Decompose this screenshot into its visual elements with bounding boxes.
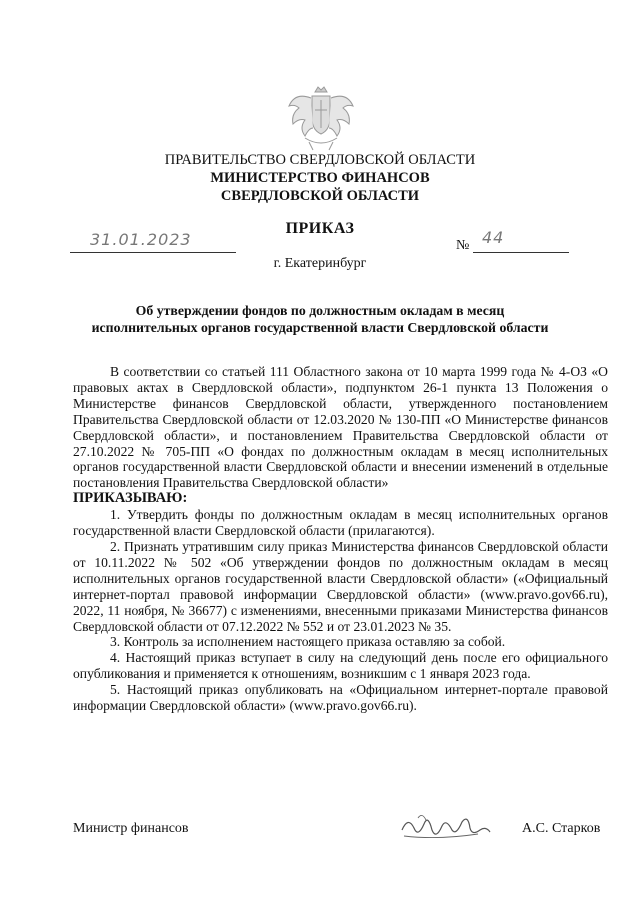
- ministry-name-line1: МИНИСТЕРСТВО ФИНАНСОВ: [210, 170, 430, 186]
- government-name: ПРАВИТЕЛЬСТВО СВЕРДЛОВСКОЙ ОБЛАСТИ: [164, 152, 476, 168]
- document-title-line2: исполнительных органов государственной власти Свердловской области: [91, 320, 549, 335]
- document-title-line1: Об утверждении фондов по должностным окладам в месяц: [135, 303, 505, 318]
- order-word: ПРИКАЗЫВАЮ:: [73, 490, 188, 507]
- signatory-position: Министр финансов: [73, 821, 189, 836]
- document-type: ПРИКАЗ: [285, 220, 355, 237]
- document-body: [73, 364, 608, 714]
- order-item: 4. Настоящий приказ вступает в силу на следующий день после его официального опубликования и применяется к отношениям, возникшим с 1 января 2023 года.: [73, 650, 608, 682]
- order-item: 5. Настоящий приказ опубликовать на «Официальном интернет-портале правовой информации Свердловской области» (www.pravo.gov66.ru).: [73, 682, 608, 714]
- city: г. Екатеринбург: [273, 256, 367, 271]
- document-date: 31.01.2023: [90, 230, 192, 249]
- coat-of-arms-emblem: [285, 84, 357, 152]
- number-underline: [473, 252, 569, 253]
- preamble: В соответствии со статьей 111 Областного закона от 10 марта 1999 года № 4-ОЗ «О правовых актах в Свердловской области», подпунктом 26-1 пункта 13 Положения о Министерстве финансов Свердловской области, утвержденного постановлением Правительства Свердловской области от 12.03.2020 № 130-ПП «О Министерстве финансов Свердловской области», и постановлением Правительства Свердловской области от 27.10.2022 № 705-ПП «О фондах по должностным окладам в месяц исполнительных органов государственной власти Свердловской области и внесении изменений в отдельные постановления Правительства Свердловской области»: [73, 364, 608, 491]
- number-label: №: [456, 238, 470, 253]
- date-underline: [70, 252, 236, 253]
- order-item: 3. Контроль за исполнением настоящего приказа оставляю за собой.: [110, 634, 506, 650]
- order-item: 2. Признать утратившим силу приказ Министерства финансов Свердловской области от 10.11.2022 № 502 «Об утверждении фондов по должностным окладам в месяц исполнительных органов государственной власти Свердловской области» («Официальный интернет-портал правовой информации Свердловской области» (www.pravo.gov66.ru), 2022, 11 ноября, № 36677) с изменениями, внесенными приказами Министерства финансов Свердловской области от 07.12.2022 № 552 и от 23.01.2023 № 35.: [73, 538, 608, 634]
- document-number: 44: [482, 228, 505, 247]
- ministry-name-line2: СВЕРДЛОВСКОЙ ОБЛАСТИ: [220, 188, 420, 204]
- signatory-name: А.С. Старков: [522, 821, 601, 836]
- handwritten-signature: [398, 810, 493, 844]
- order-item: 1. Утвердить фонды по должностным окладам в месяц исполнительных органов государственной власти Свердловской области (прилагаются).: [73, 507, 608, 539]
